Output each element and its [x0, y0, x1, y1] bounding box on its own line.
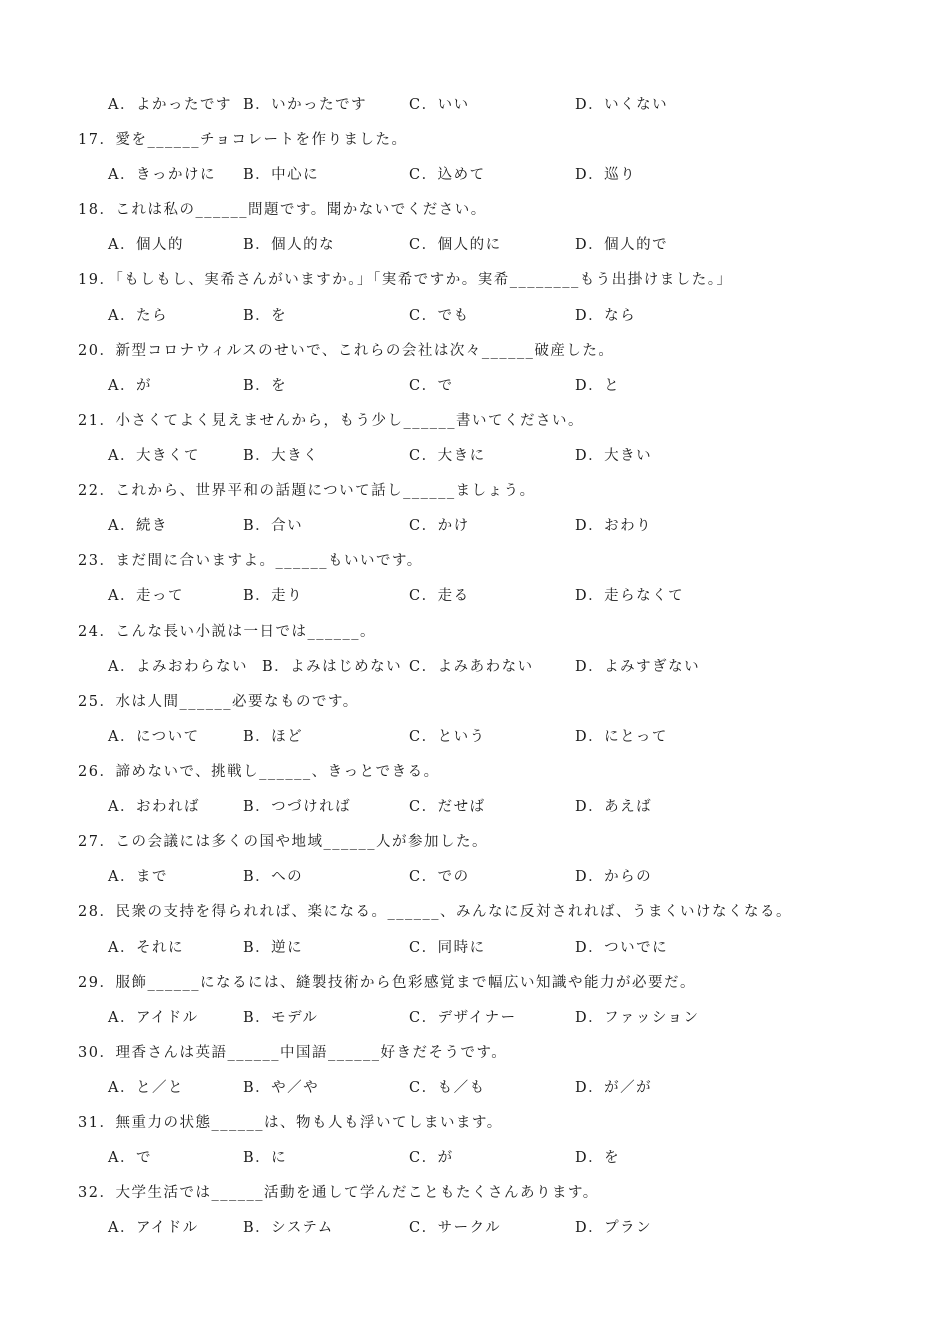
q30-option-d: D．が／が	[575, 1080, 653, 1096]
q22-option-d: D．おわり	[575, 518, 653, 534]
q19-option-d: D．なら	[575, 308, 637, 324]
q16-option-a: A．よかったです	[108, 97, 232, 113]
q27-option-a: A．まで	[108, 869, 168, 885]
question-24: 24．こんな長い小説は一日では______。	[78, 624, 376, 640]
question-30: 30．理香さんは英語______中国語______好きだそうです。	[78, 1045, 508, 1061]
question-32: 32．大学生活では______活動を通して学んだこともたくさんあります。	[78, 1185, 599, 1201]
q16-option-c: C．いい	[409, 97, 470, 113]
q30-option-c: C．も／も	[409, 1080, 486, 1096]
q17-option-d: D．巡り	[575, 167, 637, 183]
q24-option-d: D．よみすぎない	[575, 659, 701, 675]
q16-option-d: D．いくない	[575, 97, 669, 113]
q20-option-a: A．が	[108, 378, 152, 394]
q21-option-d: D．大きい	[575, 448, 653, 464]
q28-option-b: B．逆に	[243, 940, 304, 956]
q32-option-c: C．サークル	[409, 1220, 502, 1236]
question-17: 17．愛を______チョコレートを作りました。	[78, 132, 408, 148]
q22-option-a: A．続き	[108, 518, 168, 534]
q17-option-b: B．中心に	[243, 167, 320, 183]
q21-option-a: A．大きくて	[108, 448, 200, 464]
q22-option-b: B．合い	[243, 518, 304, 534]
q23-option-c: C．走る	[409, 588, 470, 604]
question-19: 19．「もしもし、実希さんがいますか。」「実希ですか。実希________もう出掛けました。」	[78, 272, 733, 288]
q26-option-c: C．だせば	[409, 799, 486, 815]
question-18: 18．これは私の______問題です。聞かないでください。	[78, 202, 487, 218]
q22-option-c: C．かけ	[409, 518, 470, 534]
question-25: 25．水は人間______必要なものです。	[78, 694, 359, 710]
q25-option-b: B．ほど	[243, 729, 304, 745]
q17-option-a: A．きっかけに	[108, 167, 216, 183]
question-29: 29．服飾______になるには、縫製技術から色彩感覚まで幅広い知識や能力が必要だ。	[78, 975, 696, 991]
q29-option-d: D．ファッション	[575, 1010, 700, 1026]
q18-option-a: A．個人的	[108, 237, 184, 253]
question-26: 26．諦めないで、挑戦し______、きっとできる。	[78, 764, 440, 780]
q23-option-b: B．走り	[243, 588, 304, 604]
q30-option-a: A．と／と	[108, 1080, 184, 1096]
q19-option-b: B．を	[243, 308, 288, 324]
question-21: 21．小さくてよく見えませんから，もう少し______書いてください。	[78, 413, 584, 429]
q27-option-c: C．での	[409, 869, 470, 885]
q24-option-b: B．よみはじめない	[262, 659, 403, 675]
q32-option-b: B．システム	[243, 1220, 334, 1236]
q18-option-d: D．個人的で	[575, 237, 669, 253]
q24-option-c: C．よみあわない	[409, 659, 534, 675]
q27-option-d: D．からの	[575, 869, 653, 885]
q28-option-a: A．それに	[108, 940, 184, 956]
q20-option-d: D．と	[575, 378, 621, 394]
q19-option-c: C．でも	[409, 308, 470, 324]
q17-option-c: C．込めて	[409, 167, 486, 183]
q18-option-c: C．個人的に	[409, 237, 502, 253]
question-31: 31．無重力の状態______は、物も人も浮いてしまいます。	[78, 1115, 503, 1131]
q29-option-b: B．モデル	[243, 1010, 319, 1026]
q30-option-b: B．や／や	[243, 1080, 320, 1096]
q18-option-b: B．個人的な	[243, 237, 336, 253]
question-27: 27．この会議には多くの国や地域______人が参加した。	[78, 834, 488, 850]
q26-option-a: A．おわれば	[108, 799, 200, 815]
q21-option-c: C．大きに	[409, 448, 486, 464]
question-23: 23．まだ間に合いますよ。______もいいです。	[78, 553, 423, 569]
q20-option-c: C．で	[409, 378, 454, 394]
q27-option-b: B．への	[243, 869, 304, 885]
question-28: 28．民衆の支持を得られれば、楽になる。______、みんなに反対されれば、うまくいけなくなる。	[78, 904, 792, 920]
question-20: 20．新型コロナウィルスのせいで、これらの会社は次々______破産した。	[78, 343, 615, 359]
q23-option-d: D．走らなくて	[575, 588, 685, 604]
q20-option-b: B．を	[243, 378, 288, 394]
question-22: 22．これから、世界平和の話題について話し______ましょう。	[78, 483, 536, 499]
q21-option-b: B．大きく	[243, 448, 320, 464]
q25-option-c: C．という	[409, 729, 486, 745]
q28-option-d: D．ついでに	[575, 940, 669, 956]
q16-option-b: B．いかったです	[243, 97, 368, 113]
q26-option-b: B．つづければ	[243, 799, 352, 815]
q31-option-b: B．に	[243, 1150, 288, 1166]
q25-option-d: D．にとって	[575, 729, 668, 745]
q24-option-a: A．よみおわらない	[108, 659, 248, 675]
q19-option-a: A．たら	[108, 308, 168, 324]
q28-option-c: C．同時に	[409, 940, 486, 956]
q31-option-d: D．を	[575, 1150, 621, 1166]
q29-option-a: A．アイドル	[108, 1010, 199, 1026]
q32-option-d: D．プラン	[575, 1220, 653, 1236]
q31-option-c: C．が	[409, 1150, 454, 1166]
q32-option-a: A．アイドル	[108, 1220, 199, 1236]
q25-option-a: A．について	[108, 729, 200, 745]
q31-option-a: A．で	[108, 1150, 152, 1166]
q29-option-c: C．デザイナー	[409, 1010, 517, 1026]
q23-option-a: A．走って	[108, 588, 184, 604]
q26-option-d: D．あえば	[575, 799, 653, 815]
